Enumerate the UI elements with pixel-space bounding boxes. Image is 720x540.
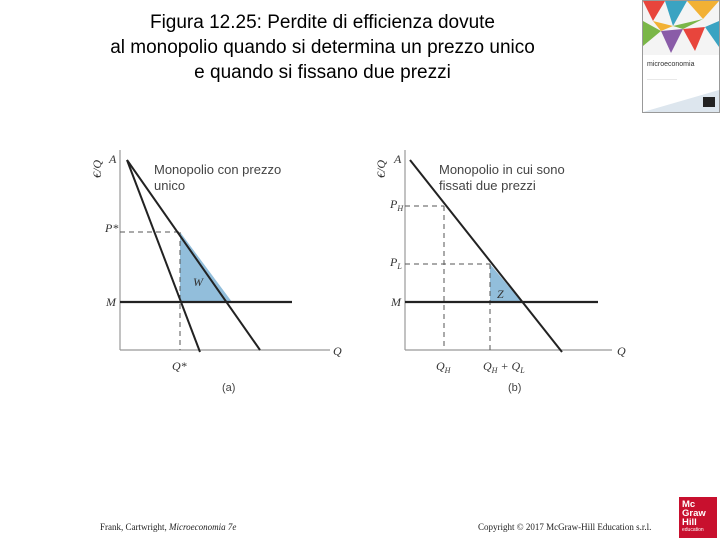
- panel-b-sub-label: (b): [508, 382, 522, 394]
- panel-b-total-quantity-label: $Q_H + Q_L$: [483, 359, 525, 375]
- cover-brand: microeconomia: [647, 61, 695, 68]
- panel-a-demand-curve: [127, 160, 260, 350]
- panel-b-caption-line-2: fissati due prezzi: [439, 178, 536, 193]
- title-line-2: al monopolio quando si determina un prezzo unico: [110, 37, 535, 58]
- footer-citation-authors: Frank, Cartwright,: [100, 522, 169, 532]
- panel-a-caption-line-1: Monopolio con prezzo: [154, 162, 282, 177]
- title-line-1: Figura 12.25: Perdite di efficienza dovute: [149, 12, 496, 33]
- panel-a-price-label: P*: [105, 221, 119, 235]
- footer-copyright: Copyright © 2017 McGraw-Hill Education s.r.l.: [478, 522, 652, 532]
- footer-citation-book: Microeconomia 7e: [169, 522, 237, 532]
- panel-b-intercept-label: A: [394, 152, 402, 166]
- footer-citation: [100, 522, 236, 532]
- panel-b-y-axis-label: €/Q: [374, 160, 388, 178]
- panel-a-area-label: W: [193, 275, 203, 289]
- title-line-3: e quando si fissano due prezzi: [194, 62, 451, 83]
- panel-a: [90, 150, 342, 394]
- logo-line-4: education: [682, 527, 704, 533]
- panel-b-high-price-label: $P_H$: [390, 197, 404, 213]
- panel-a-intercept-label: A: [109, 152, 117, 166]
- panel-b-cost-label: M: [391, 295, 401, 309]
- panel-b-x-axis-label: Q: [617, 344, 626, 358]
- panel-b-high-quantity-label: $Q_H$: [436, 359, 451, 375]
- cover-authors-bar: ——————————: [647, 77, 677, 81]
- panel-a-quantity-label: Q*: [172, 359, 187, 373]
- logo-line-2: Graw: [682, 508, 706, 519]
- panel-a-x-axis-label: Q: [333, 344, 342, 358]
- panel-a-cost-label: M: [106, 295, 116, 309]
- panel-a-sub-label: (a): [222, 382, 236, 394]
- panel-b-area-label: Z: [497, 287, 504, 301]
- publisher-logo: [679, 497, 717, 538]
- panel-b-low-price-label: $P_L$: [390, 255, 402, 271]
- logo-line-3: Hill: [682, 517, 697, 528]
- panel-a-caption-line-2: unico: [154, 178, 186, 193]
- panel-a-y-axis-label: €/Q: [90, 160, 104, 178]
- deadweight-loss-area-w: [180, 232, 232, 302]
- panel-b-caption-line-1: Monopolio in cui sono: [439, 162, 565, 177]
- panel-b: [374, 150, 626, 394]
- logo-line-1: Mc: [682, 499, 696, 510]
